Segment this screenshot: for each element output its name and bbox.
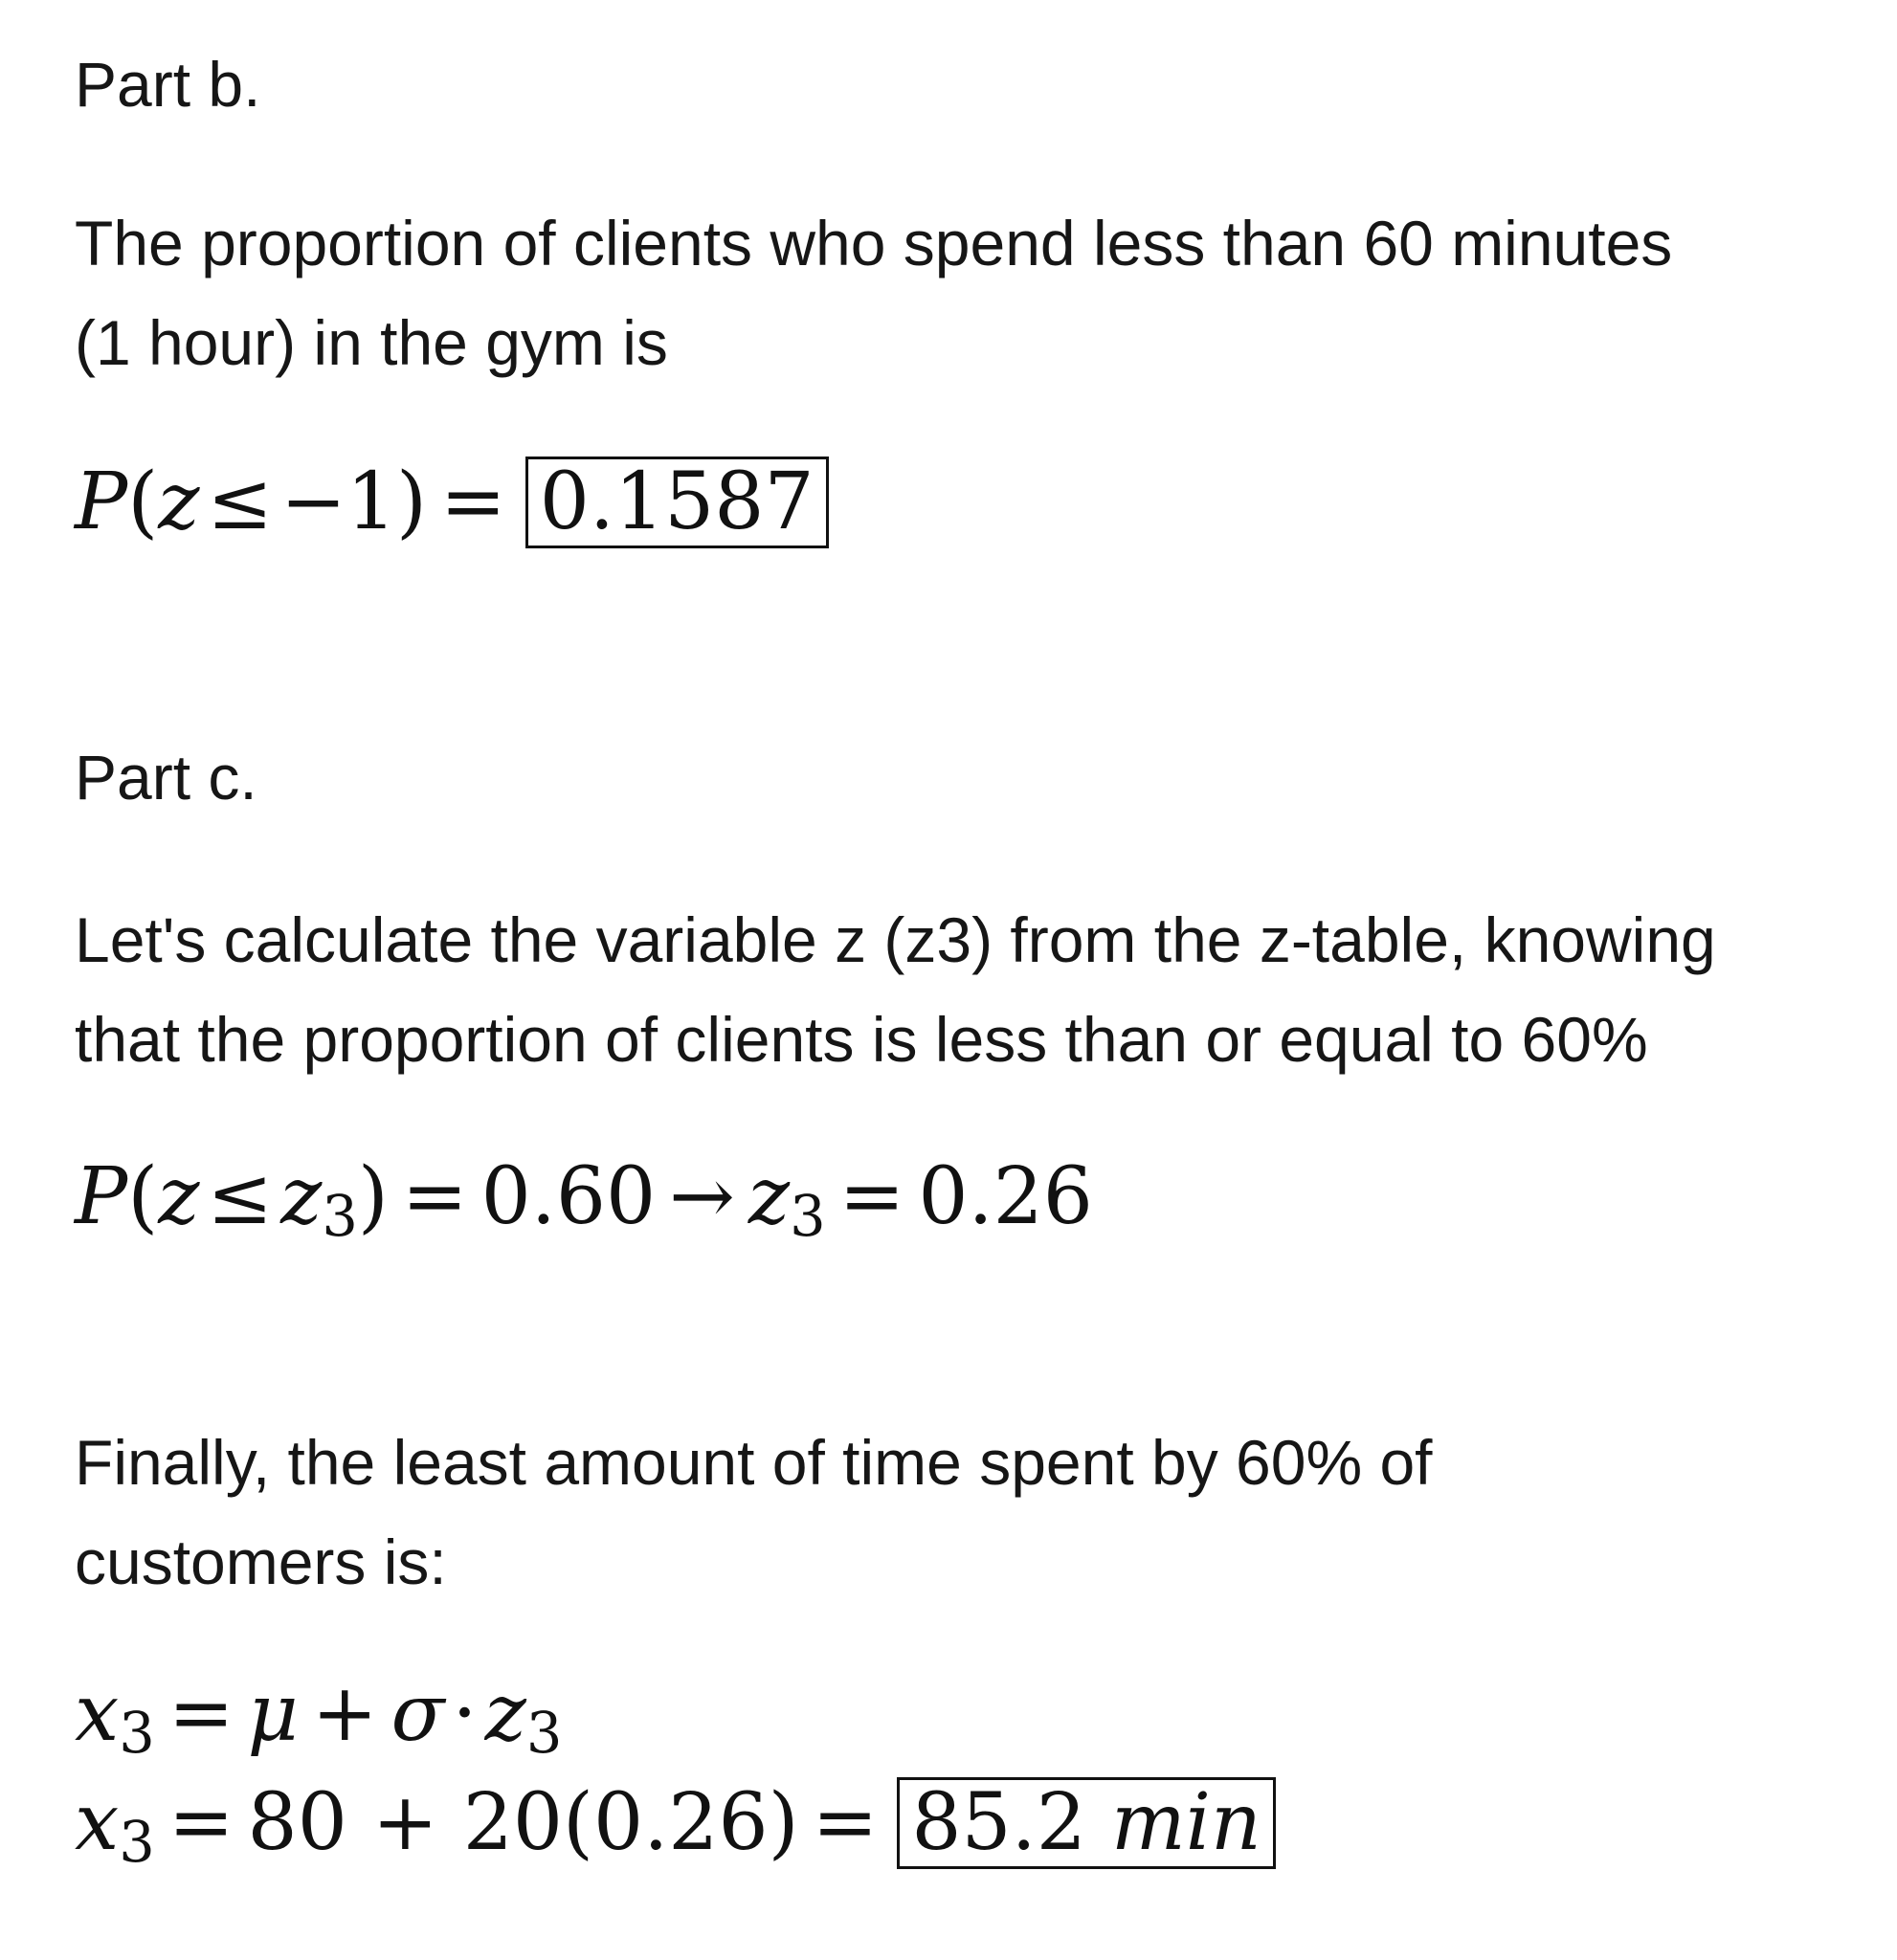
final-text-line1: Finally, the least amount of time spent by 60% of — [75, 1427, 1433, 1498]
part-c-text-line2: that the proportion of clients is less than or equal to 60% — [75, 1004, 1648, 1075]
z3-value: 0.26 — [918, 1151, 1093, 1242]
z3-variable: z — [484, 1668, 526, 1759]
part-b-answer-box: 0.1587 — [525, 457, 829, 548]
part-c-equation — [75, 1145, 1093, 1257]
open-paren: ( — [127, 457, 159, 547]
plus-sign: + — [311, 1668, 378, 1759]
prob-symbol: P — [75, 457, 128, 547]
sigma-symbol: σ — [391, 1668, 445, 1759]
z3-subscript: 3 — [790, 1182, 826, 1249]
calculation-expression: 80 + 20(0.26) — [247, 1777, 799, 1868]
prob-symbol: P — [75, 1151, 128, 1242]
part-c-heading: Part c. — [75, 742, 257, 813]
z-variable: z — [158, 1151, 200, 1242]
z3-variable: z — [280, 1151, 323, 1242]
part-c-text-line1: Let's calculate the variable z (z3) from the z-table, knowing — [75, 904, 1716, 975]
open-paren: ( — [127, 1151, 159, 1242]
answer-unit: min — [1111, 1777, 1261, 1868]
leq-symbol: ≤ — [207, 457, 274, 547]
part-b-heading: Part b. — [75, 49, 261, 120]
equals-sign: = — [838, 1151, 905, 1242]
close-paren: ) — [396, 457, 427, 547]
equals-sign: = — [440, 457, 506, 547]
x3-variable: x — [75, 1668, 120, 1759]
z3-variable: z — [748, 1151, 791, 1242]
final-text-line2: customers is: — [75, 1526, 447, 1597]
z-value: −1 — [280, 457, 396, 547]
leq-symbol: ≤ — [207, 1151, 274, 1242]
equals-sign: = — [812, 1777, 879, 1868]
arrow-symbol: → — [669, 1151, 735, 1242]
probability-value: 0.60 — [480, 1151, 657, 1242]
z-variable: z — [158, 457, 200, 547]
answer-number: 85.2 — [911, 1777, 1086, 1868]
z3-subscript: 3 — [525, 1699, 563, 1766]
equals-sign: = — [167, 1668, 234, 1759]
close-paren: ) — [357, 1151, 389, 1242]
equals-sign: = — [401, 1151, 468, 1242]
x3-subscript: 3 — [119, 1808, 155, 1875]
equals-sign: = — [167, 1777, 234, 1868]
part-b-text-line2: (1 hour) in the gym is — [75, 307, 668, 378]
final-answer-box — [897, 1777, 1275, 1869]
x3-subscript: 3 — [119, 1699, 155, 1766]
part-b-text-line1: The proportion of clients who spend less than 60 minutes — [75, 208, 1673, 278]
dot-operator: · — [452, 1668, 478, 1759]
part-b-equation — [75, 450, 829, 555]
formula-line — [75, 1661, 562, 1773]
calculation-line — [75, 1771, 1276, 1882]
z3-subscript: 3 — [322, 1182, 358, 1249]
mu-symbol: μ — [247, 1668, 299, 1759]
x3-variable: x — [75, 1777, 120, 1868]
